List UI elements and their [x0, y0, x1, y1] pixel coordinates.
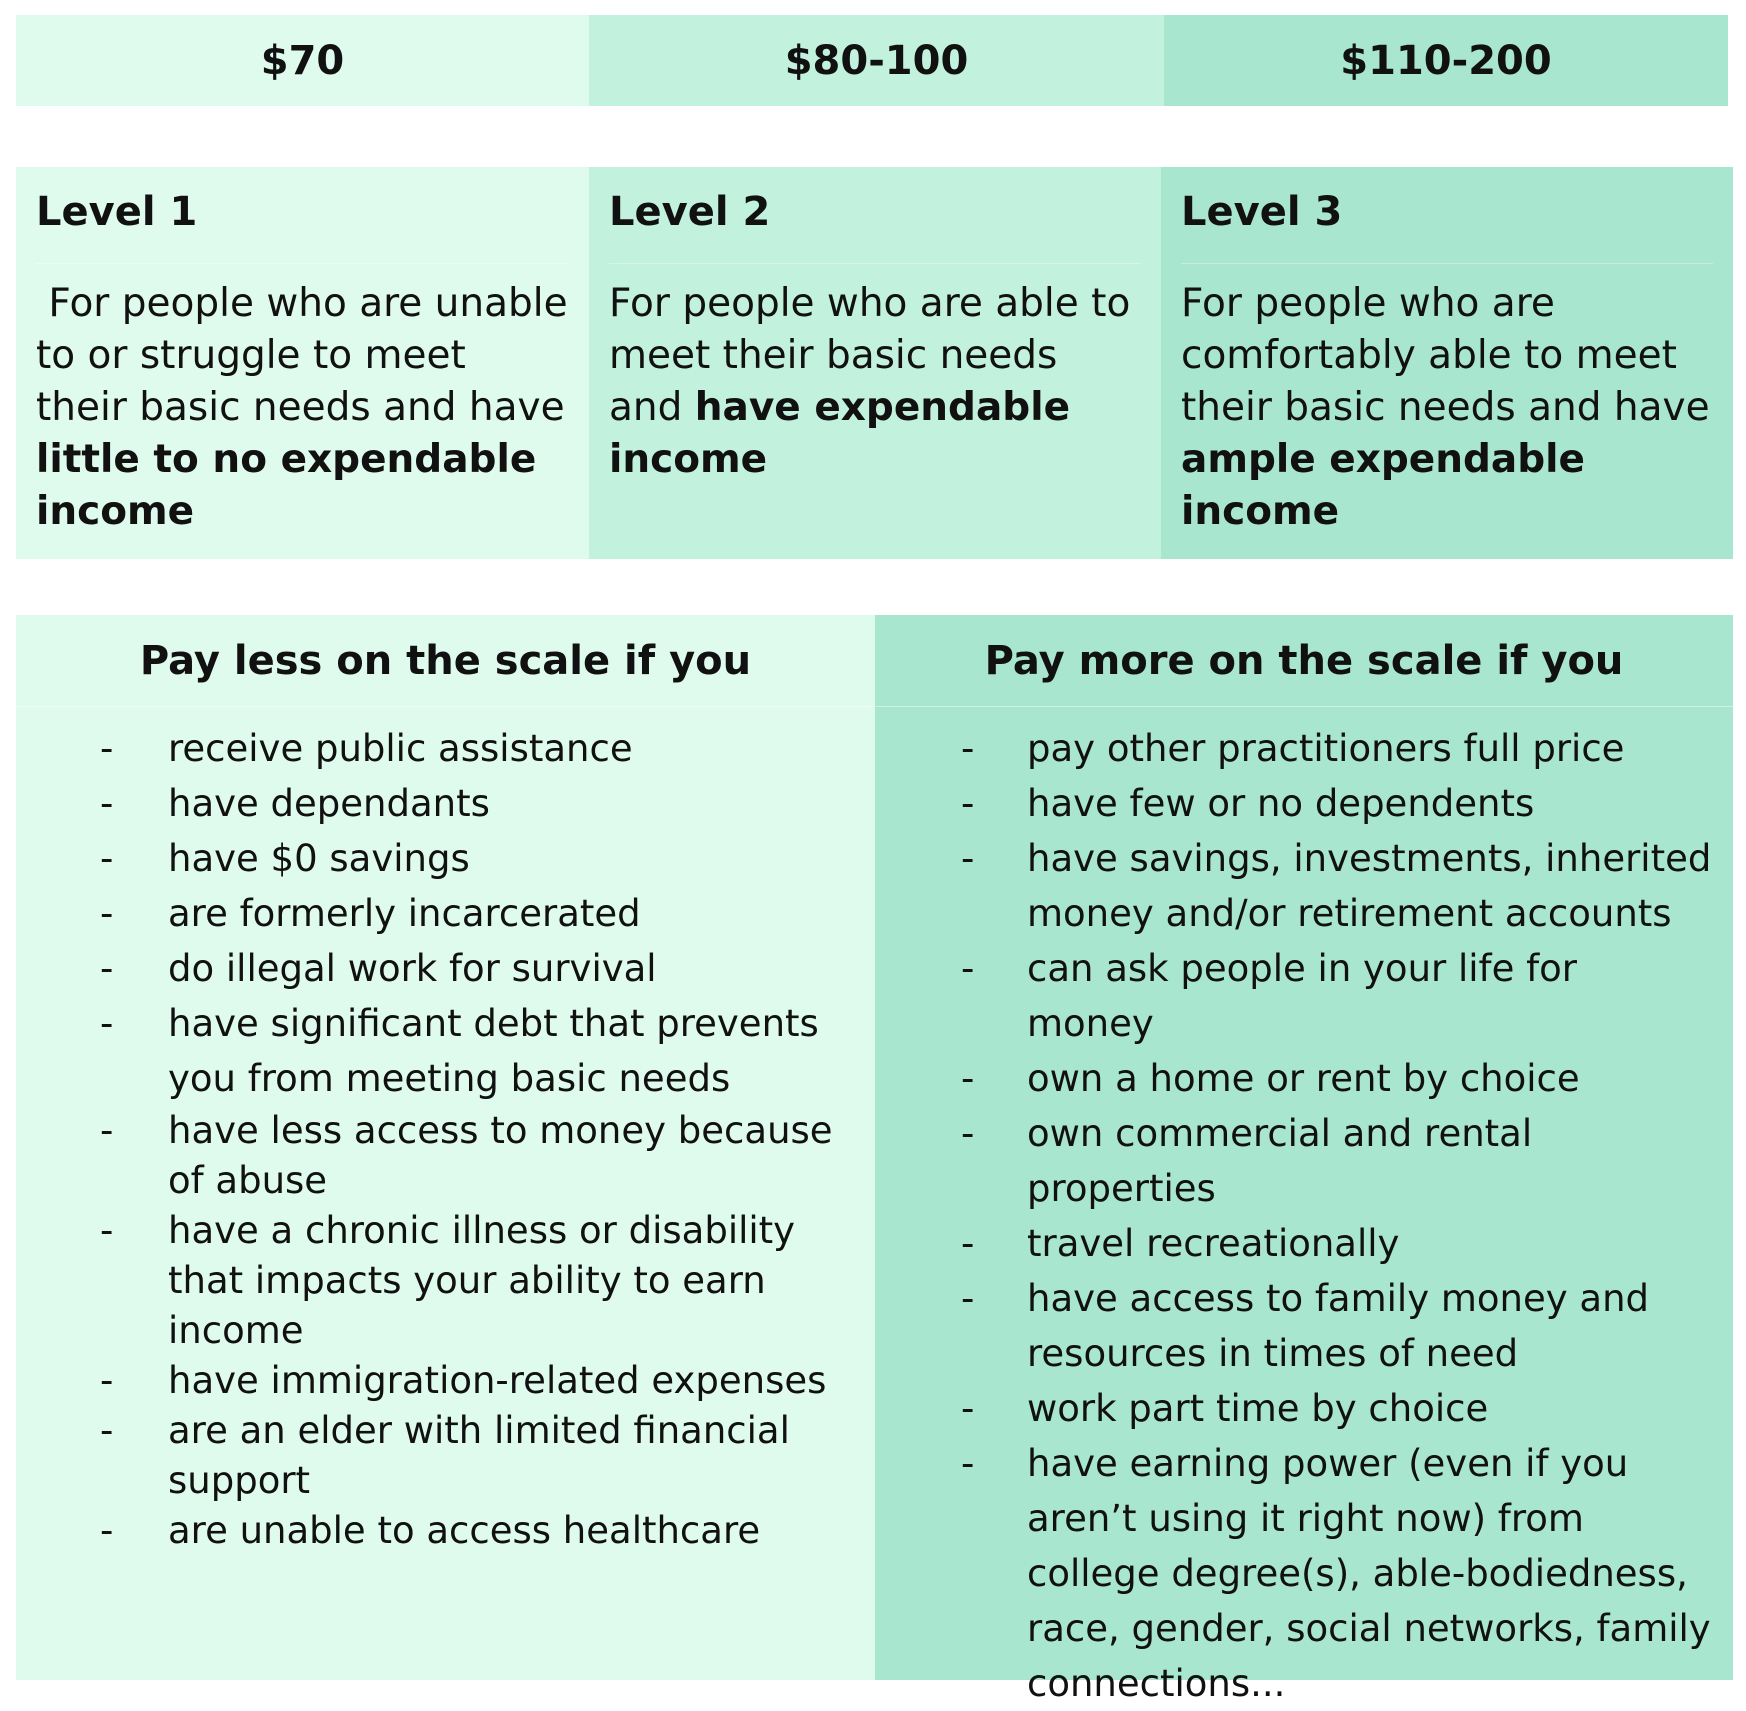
pay-less-item — [16, 831, 855, 886]
pay-more-item-text: have few or no dependents — [1027, 782, 1535, 825]
pay-less-item — [16, 886, 855, 941]
level-3-card — [1161, 167, 1733, 559]
bullet-dash: - — [961, 1112, 975, 1155]
pay-less-item-text: have $0 savings — [168, 837, 470, 880]
bullet-dash: - — [100, 1509, 114, 1552]
price-level-3: $110-200 — [1164, 15, 1728, 106]
level-3-description — [1181, 278, 1722, 538]
level-1-description — [36, 278, 580, 538]
level-3-title: Level 3 — [1181, 183, 1713, 264]
bullet-dash: - — [100, 1109, 114, 1152]
pay-more-item — [875, 1436, 1713, 1711]
pay-more-item-text: have earning power (even if you aren’t using it right now) from college degree(s), able-bodiedness, race, gender, social networks, family connections... — [1027, 1442, 1711, 1705]
pay-less-item-text: are unable to access healthcare — [168, 1509, 761, 1552]
price-level-2: $80-100 — [589, 15, 1164, 106]
bullet-dash: - — [100, 727, 114, 770]
bullet-dash: - — [961, 727, 975, 770]
bullet-dash: - — [961, 1277, 975, 1320]
level-1-title: Level 1 — [36, 183, 569, 264]
bullet-dash: - — [100, 1209, 114, 1252]
pay-less-item-text: receive public assistance — [168, 727, 633, 770]
level-3-desc-bold: ample expendable income — [1181, 437, 1599, 534]
pay-less-item-text: have less access to money because of abuse — [168, 1109, 833, 1202]
pay-more-item — [875, 1051, 1713, 1106]
pay-less-item-text: have dependants — [168, 782, 490, 825]
pay-less-item-text: have immigration-related expenses — [168, 1359, 827, 1402]
level-2-description — [609, 278, 1141, 486]
bullet-dash: - — [100, 1002, 114, 1045]
level-1-card — [16, 167, 589, 559]
pay-less-item-text: do illegal work for survival — [168, 947, 657, 990]
pay-more-item-text: have savings, investments, inherited money and/or retirement accounts — [1027, 837, 1712, 935]
pay-more-heading: Pay more on the scale if you — [875, 615, 1733, 707]
pay-more-item — [875, 831, 1713, 941]
pay-less-list — [16, 707, 875, 1556]
bullet-dash: - — [961, 1387, 975, 1430]
pay-less-item-text: are formerly incarcerated — [168, 892, 641, 935]
bullet-dash: - — [961, 782, 975, 825]
pay-more-item — [875, 721, 1713, 776]
level-2-desc-text: For people who are able to meet their basic needs and — [609, 281, 1143, 430]
pay-more-item — [875, 1106, 1713, 1216]
pay-more-list — [875, 707, 1733, 1711]
pay-less-item — [16, 776, 855, 831]
pay-less-item — [16, 996, 855, 1106]
pay-more-item-text: travel recreationally — [1027, 1222, 1400, 1265]
bullet-dash: - — [100, 947, 114, 990]
bullet-dash: - — [961, 1057, 975, 1100]
pay-more-item — [875, 1216, 1713, 1271]
pay-more-item-text: work part time by choice — [1027, 1387, 1489, 1430]
pay-less-item-text: have significant debt that prevents you from meeting basic needs — [168, 1002, 819, 1100]
price-row — [16, 15, 1728, 106]
level-3-desc-text: For people who are comfortably able to meet their basic needs and have — [1181, 281, 1722, 430]
level-2-card — [589, 167, 1161, 559]
level-1-desc-text: For people who are unable to or struggle to meet their basic needs and have — [36, 281, 580, 430]
bullet-dash: - — [961, 947, 975, 990]
pay-more-item — [875, 1271, 1713, 1381]
pay-more-item-text: own commercial and rental properties — [1027, 1112, 1533, 1210]
pay-more-item-text: pay other practitioners full price — [1027, 727, 1625, 770]
pay-less-item — [16, 1356, 855, 1406]
level-2-title: Level 2 — [609, 183, 1141, 264]
pay-less-item — [16, 721, 855, 776]
pay-less-item — [16, 1106, 855, 1206]
price-level-1: $70 — [16, 15, 589, 106]
pay-less-item — [16, 1506, 855, 1556]
bullet-dash: - — [100, 782, 114, 825]
bullet-dash: - — [100, 837, 114, 880]
scale-section — [16, 615, 1733, 1705]
bullet-dash: - — [961, 1442, 975, 1485]
pay-more-item-text: can ask people in your life for money — [1027, 947, 1577, 1045]
pay-less-item-text: are an elder with limited financial support — [168, 1409, 790, 1502]
pay-less-column — [16, 615, 875, 1680]
pay-more-item-text: have access to family money and resources in times of need — [1027, 1277, 1650, 1375]
bullet-dash: - — [100, 1359, 114, 1402]
level-2-desc-bold: have expendable income — [609, 385, 1084, 482]
pay-more-column — [875, 615, 1733, 1705]
bullet-dash: - — [100, 1409, 114, 1452]
levels-row — [16, 167, 1733, 559]
pay-less-item-text: have a chronic illness or disability that impacts your ability to earn income — [168, 1209, 796, 1352]
pay-less-item — [16, 941, 855, 996]
bullet-dash: - — [961, 837, 975, 880]
pay-more-item — [875, 776, 1713, 831]
pay-less-item — [16, 1206, 855, 1356]
level-1-desc-bold: little to no expendable income — [36, 437, 550, 534]
pay-more-item — [875, 1381, 1713, 1436]
pay-less-heading: Pay less on the scale if you — [16, 615, 875, 707]
bullet-dash: - — [100, 892, 114, 935]
bullet-dash: - — [961, 1222, 975, 1265]
pay-less-item — [16, 1406, 855, 1506]
pay-more-item-text: own a home or rent by choice — [1027, 1057, 1580, 1100]
pay-more-item — [875, 941, 1713, 1051]
